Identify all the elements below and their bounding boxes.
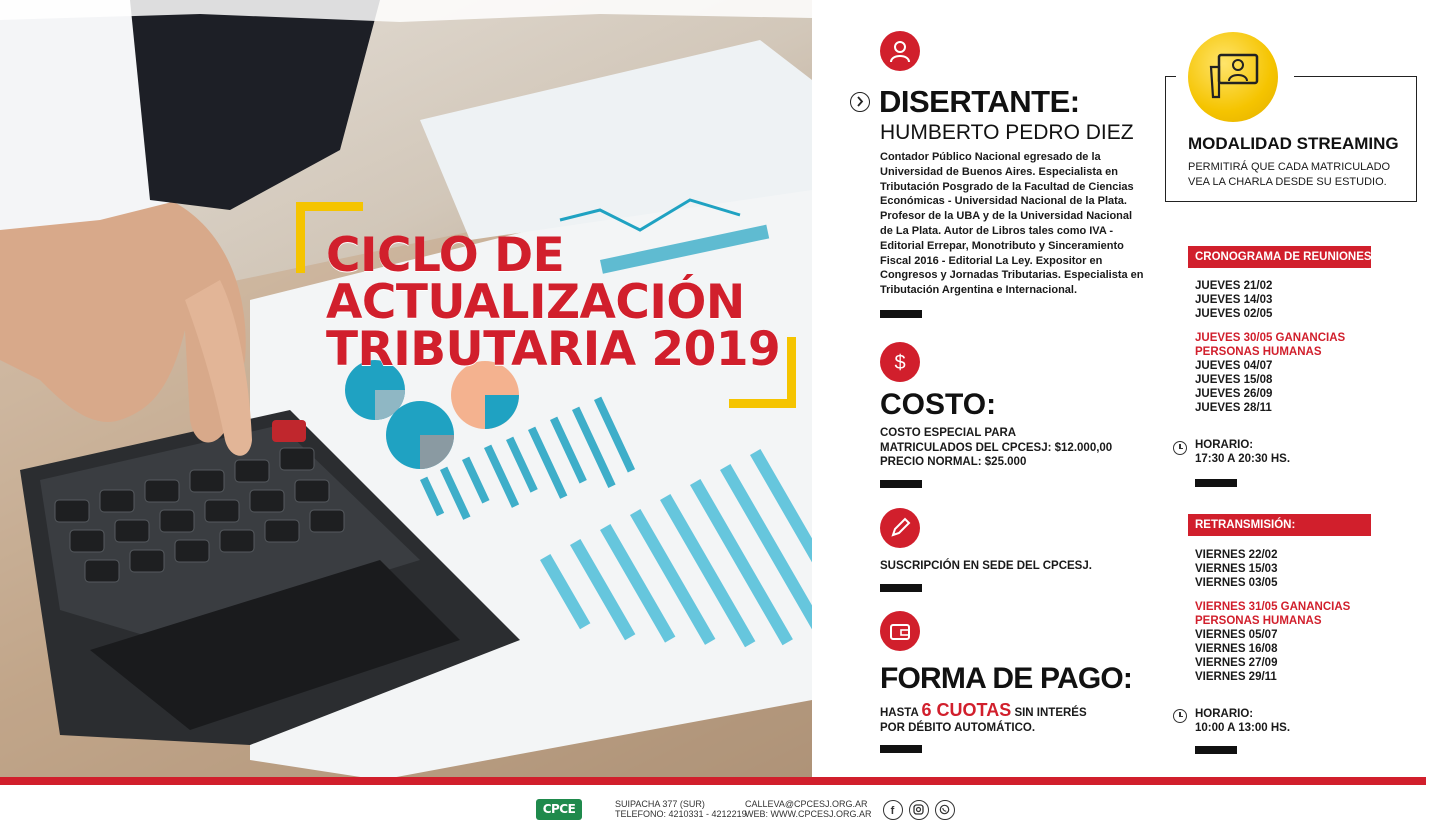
footer-web[interactable]: WEB: WWW.CPCESJ.ORG.AR [745,808,872,819]
footer-email[interactable]: CALLEVA@CPCESJ.ORG.AR [745,799,868,809]
divider-bar [880,584,922,592]
payment-heading: FORMA DE PAGO: [880,662,1133,695]
divider-bar [880,310,922,318]
schedule-list: JUEVES 21/02 JUEVES 14/03 JUEVES 02/05 JUEVES 30/05 GANANCIAS PERSONAS HUMANAS JUEVES 04/07 JUEVES 15/08 JUEVES 26/09 JUEVES 28/11 [1195,280,1346,414]
speaker-bio: Contador Público Nacional egresado de la Universidad de Buenos Aires. Especialista en Tributación Posgrado de la Facultad de Ciencias Económicas - Universidad Nacional de la Plata. Profesor de la UBA y de la Universidad Nacional de La Plata. Autor de Libros tales como IVA - Editorial Errepar, Monotributo y Sinceramiento Fiscal 2016 - Editorial La Ley. Expositor en Congresos y Jornadas Tributarias. Especialista en Tributación Argentina e Internacional. [880,151,1144,297]
streaming-heading: MODALIDAD STREAMING [1188,134,1399,153]
dollar-icon [880,342,920,382]
chevron-right-icon [850,92,870,112]
subscription-text: SUSCRIPCIÓN EN SEDE DEL CPCESJ. [880,560,1092,572]
installments-highlight: 6 CUOTAS [921,700,1012,720]
cost-heading: COSTO: [880,388,997,421]
schedule-label: CRONOGRAMA DE REUNIONES: [1188,246,1371,268]
rebroadcast-hours: HORARIO: 10:00 A 13:00 HS. [1195,708,1291,734]
divider-bar [1195,746,1237,754]
svg-text:$: $ [894,352,906,374]
payment-details: HASTA 6 CUOTAS SIN INTERÉS POR DÉBITO AUTOMÁTICO. [880,700,1087,734]
person-icon [880,31,920,71]
svg-text:f: f [890,805,895,815]
clock-icon [1173,441,1187,455]
tablet-user-icon [1188,32,1278,122]
divider-bar [880,745,922,753]
speaker-name: HUMBERTO PEDRO DIEZ [880,121,1134,144]
cost-details: COSTO ESPECIAL PARA MATRICULADOS DEL CPCESJ: $12.000,00 PRECIO NORMAL: $25.000 [880,427,1113,469]
wallet-icon [880,611,920,651]
pencil-icon [880,508,920,548]
speaker-heading: DISERTANTE: [879,84,1080,119]
cpce-logo: CPCE [536,799,582,820]
rebroadcast-list: VIERNES 22/02 VIERNES 15/03 VIERNES 03/05 VIERNES 31/05 GANANCIAS PERSONAS HUMANAS VIERNES 05/07 VIERNES 16/08 VIERNES 27/09 VIERNES 29/11 [1195,549,1351,683]
rebroadcast-label: RETRANSMISIÓN: [1188,514,1371,536]
instagram-icon[interactable] [909,800,929,820]
facebook-icon[interactable] [883,800,903,820]
clock-icon [1173,709,1187,723]
title-line-3: TRIBUTARIA 2019 [326,322,781,377]
footer-bar [0,777,1426,785]
divider-bar [880,480,922,488]
schedule-hours: HORARIO: 17:30 A 20:30 HS. [1195,439,1291,465]
whatsapp-icon[interactable] [935,800,955,820]
divider-bar [1195,479,1237,487]
streaming-description: PERMITIRÁ QUE CADA MATRICULADO VEA LA CHARLA DESDE SU ESTUDIO. [1188,161,1391,188]
title-line-1: CICLO DE [326,228,565,283]
title-block [296,202,796,408]
footer-contact[interactable] [745,800,872,819]
footer-address: SUIPACHA 377 (SUR) TELEFONO: 4210331 - 4212219 [615,799,747,819]
title-line-2: ACTUALIZACIÓN [326,275,745,330]
